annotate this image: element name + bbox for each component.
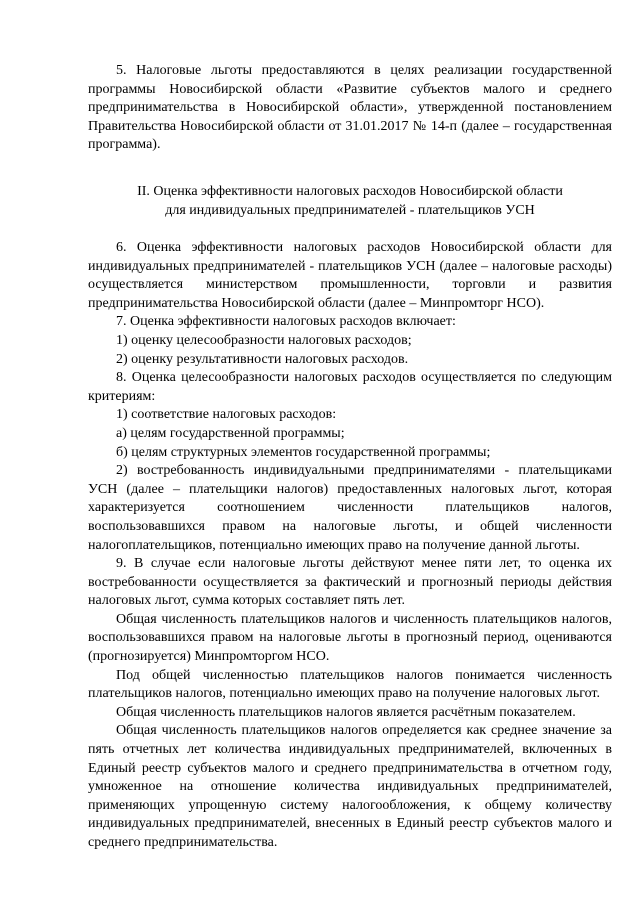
paragraph-5-block bbox=[88, 62, 612, 155]
list-item-8-2: 2) востребованность индивидуальными предпринимателями - плательщиками УСН (далее – плательщики налогов) предоставленных налоговых льгот, которая характеризуется соотношением численности плательщиков налогов, воспользовавшихся правом на налоговые льготы, и общей численности налогоплательщиков, потенциально имеющих право на получение данной льготы. bbox=[88, 463, 612, 553]
list-item-8-1b: б) целям структурных элементов государственной программы; bbox=[116, 444, 491, 460]
paragraph-9: 9. В случае если налоговые льготы действуют менее пяти лет, то оценка их востребованности осуществляется за фактический и прогнозный периоды действия налоговых льгот, сумма которых составляет пять лет. bbox=[88, 556, 612, 609]
paragraph-8: 8. Оценка целесообразности налоговых расходов осуществляется по следующим критериям: bbox=[88, 370, 612, 404]
list-item-7-2: 2) оценку результативности налоговых расходов. bbox=[116, 351, 409, 367]
paragraph-7: 7. Оценка эффективности налоговых расходов включает: bbox=[116, 314, 456, 330]
paragraph-definition: Под общей численностью плательщиков налогов понимается численность плательщиков налогов, потенциально имеющих право на получение налоговых льгот. bbox=[88, 667, 612, 702]
paragraph-6: 6. Оценка эффективности налоговых расходов Новосибирской области для индивидуальных предпринимателей - плательщиков УСН (далее – налоговые расходы) осуществляется министерством промышленности, торговли и развития предпринимательства Новосибирской области (далее – Минпромторг НСО). bbox=[88, 240, 612, 311]
section-2-heading-line-1: II. Оценка эффективности налоговых расходов Новосибирской области bbox=[137, 184, 563, 199]
paragraph-total-count: Общая численность плательщиков налогов и численность плательщиков налогов, воспользовавшихся правом на налоговые льготы в прогнозный период, оцениваются (прогнозируется) Минпромторгом НСО. bbox=[88, 611, 612, 665]
section-2-heading bbox=[88, 183, 612, 220]
list-item-8-1: 1) соответствие налоговых расходов: bbox=[116, 407, 337, 423]
paragraph-5: 5. Налоговые льготы предоставляются в целях реализации государственной программы Новосибирской области «Развитие субъектов малого и среднего предпринимательства в Новосибирской области», утвержденной постановлением Правительства Новосибирской области от 31.01.2017 № 14-п (далее – государственная программа). bbox=[88, 63, 612, 153]
paragraph-calculated: Общая численность плательщиков налогов является расчётным показателем. bbox=[116, 704, 576, 720]
section-2-heading-line-2: для индивидуальных предпринимателей - плательщиков УСН bbox=[165, 202, 535, 218]
section-2-body bbox=[88, 239, 612, 853]
paragraph-determined: Общая численность плательщиков налогов определяется как среднее значение за пять отчетных лет количества индивидуальных предпринимателей, включенных в Единый реестр субъектов малого и среднего предпринимательства в отчетном году, умноженное на отношение количества индивидуальных предпринимателей, применяющих упрощенную систему налогообложения, к общему количеству индивидуальных предпринимателей, внесенных в Единый реестр субъектов малого и среднего предпринимательства. bbox=[88, 723, 612, 850]
list-item-7-1: 1) оценку целесообразности налоговых расходов; bbox=[116, 332, 412, 348]
list-item-8-1a: а) целям государственной программы; bbox=[116, 425, 345, 441]
